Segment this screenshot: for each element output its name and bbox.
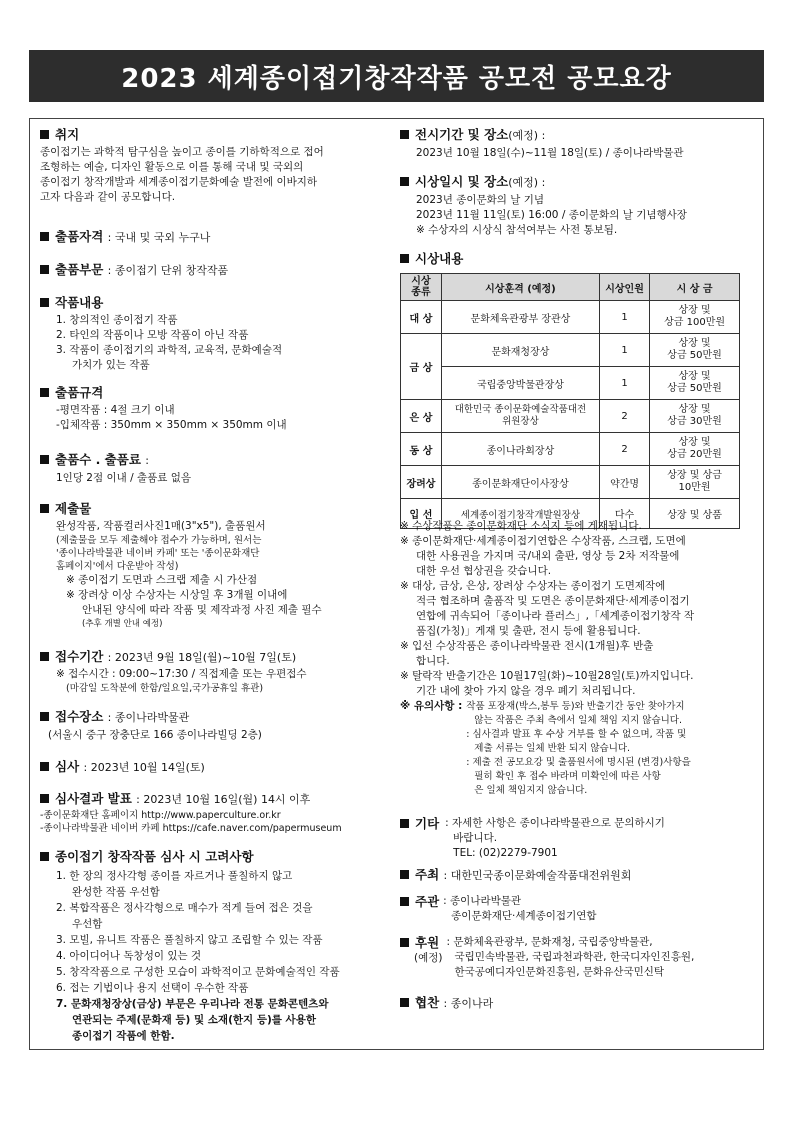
section-value: (예정) :	[508, 129, 546, 142]
caution-line: : 제출 전 공모요강 및 출품원서에 명시된 (변경)사항을	[466, 757, 691, 768]
text-line: 2023년 10월 18일(수)~11월 18일(토) / 종이나라박물관	[416, 147, 684, 159]
link-line: -종이나라박물관 네이버 카페 https://cafe.naver.com/papermuseum	[40, 823, 342, 834]
bullet-square-icon	[400, 938, 409, 947]
section-category	[40, 262, 228, 279]
award-count: 2	[599, 400, 649, 433]
section-heading: 종이접기 창작작품 심사 시 고려사항	[55, 849, 254, 864]
section-awards	[400, 251, 740, 529]
award-prize: 상장 및 상금 20만원	[650, 433, 740, 466]
text-line: 종이접기는 과학적 탐구심을 높이고 종이를 기하학적으로 접어	[40, 146, 324, 158]
bullet-square-icon	[40, 712, 49, 721]
text-line: 1. 창의적인 종이접기 작품	[56, 314, 178, 326]
table-row	[401, 301, 740, 334]
section-support	[400, 995, 493, 1012]
table-row	[401, 334, 740, 367]
bullet-square-icon	[40, 130, 49, 139]
table-row	[401, 367, 740, 400]
link-line: -종이문화재단 홈페이지 http://www.paperculture.or.kr	[40, 810, 281, 821]
bullet-square-icon	[40, 455, 49, 464]
section-eligibility	[40, 229, 210, 246]
text-line: 종이접기 작품에 한함.	[72, 1030, 175, 1042]
text-line: 7. 문화재청장상(금상) 부문은 우리나라 전통 문화콘텐츠와	[56, 998, 329, 1010]
section-ceremony	[400, 174, 687, 238]
award-title: 종이문화재단이사장상	[441, 466, 599, 499]
section-spec	[40, 385, 287, 433]
bullet-square-icon	[40, 794, 49, 803]
bullet-square-icon	[40, 265, 49, 274]
award-title: 세계종이접기창작개발원장상	[441, 499, 599, 529]
award-title: 대한민국 종이문화예술작품대전 위원장상	[441, 400, 599, 433]
text-line: : 문화체육관광부, 문화재청, 국립중앙박물관,	[446, 936, 653, 948]
text-line: 종이문화재단·세계종이접기연합	[451, 910, 597, 922]
section-value: : 2023년 9월 18일(월)~10월 7일(토)	[107, 651, 297, 664]
award-category: 은 상	[401, 400, 442, 433]
section-value: : 국내 및 국외 누구나	[107, 231, 211, 244]
section-heading: 시상일시 및 장소	[415, 174, 509, 189]
section-value: : 종이접기 단위 창작작품	[107, 264, 229, 277]
bullet-square-icon	[400, 130, 409, 139]
text-line: 가치가 있는 작품	[72, 359, 150, 371]
bullet-square-icon	[40, 298, 49, 307]
award-prize: 상장 및 상금 50만원	[650, 367, 740, 400]
award-count: 2	[599, 433, 649, 466]
section-purpose	[40, 127, 324, 205]
section-heading: 주관	[415, 894, 440, 909]
text-line: -입체작품 : 350mm × 350mm × 350mm 이내	[56, 419, 287, 431]
award-count: 약간명	[599, 466, 649, 499]
text-line: '종이나라박물관 네이버 카페' 또는 '종이문화재단	[56, 548, 260, 559]
text-line: 고자 다음과 같이 공모합니다.	[40, 191, 176, 203]
section-value: : 2023년 10월 16일(월) 14시 이후	[136, 793, 311, 806]
text-line: 2023년 11월 11일(토) 16:00 / 종이문화의 날 기념행사장	[416, 209, 687, 221]
note-line: 대한 우선 협상권을 갖습니다.	[416, 565, 552, 577]
section-criteria	[40, 849, 340, 1044]
note-line: 적극 협조하며 출품작 및 도면은 종이문화재단·세계종이접기	[416, 595, 690, 607]
section-exhibit	[400, 127, 684, 161]
award-prize: 상장 및 상금 100만원	[650, 301, 740, 334]
note-line: 기간 내에 찾아 가지 않을 경우 폐기 처리됩니다.	[416, 685, 636, 697]
section-heading: 출품수 . 출품료	[55, 452, 141, 467]
text-line: (제출물을 모두 제출해야 접수가 가능하며, 원서는	[56, 535, 262, 546]
bullet-square-icon	[40, 504, 49, 513]
bullet-square-icon	[400, 897, 409, 906]
section-heading: 기타	[415, 816, 440, 831]
table-row	[401, 400, 740, 433]
bullet-square-icon	[400, 819, 409, 828]
text-line: 한국공예디자인문화진흥원, 문화유산국민신탁	[454, 966, 665, 978]
note-line: ※ 장려상 이상 수상자는 시상일 후 3개월 이내에	[66, 589, 288, 601]
text-line: 4. 아이디어나 독창성이 있는 것	[56, 950, 202, 962]
section-judge	[40, 759, 205, 776]
section-heading: 후원	[415, 935, 440, 950]
text-line: (추후 개별 안내 예정)	[82, 619, 163, 629]
award-title: 종이나라회장상	[441, 433, 599, 466]
text-line: (마감일 도착분에 한함/일요일,국가공휴일 휴관)	[66, 683, 264, 694]
note-line: ※ 접수시간 : 09:00~17:30 / 직접제출 또는 우편접수	[56, 668, 307, 680]
text-line: 3. 모빌, 유니트 작품은 풀칠하지 않고 조립할 수 있는 작품	[56, 934, 323, 946]
section-result	[40, 791, 342, 835]
award-title: 문화재청장상	[441, 334, 599, 367]
section-heading: 주최	[415, 867, 440, 882]
caution-label: ※ 유의사항 :	[400, 700, 463, 712]
section-sponsor	[400, 935, 694, 980]
award-title: 국립중앙박물관장상	[441, 367, 599, 400]
award-count: 1	[599, 367, 649, 400]
text-line: -평면작품 : 4절 크기 이내	[56, 404, 175, 416]
bullet-square-icon	[40, 762, 49, 771]
text-line: 6. 접는 기법이나 용지 선택이 우수한 작품	[56, 982, 249, 994]
caution-line: 은 일체 책임지지 않습니다.	[474, 785, 588, 796]
caution-line: 않는 작품은 주최 측에서 일체 책임 지지 않습니다.	[474, 715, 682, 726]
section-etc	[400, 816, 665, 861]
text-line: 1. 한 장의 정사각형 종이를 자르거나 풀칠하지 않고	[56, 870, 293, 882]
text-line: 2. 복합작품은 정사각형으로 매수가 적게 들여 접은 것을	[56, 902, 313, 914]
section-heading: 심사	[55, 759, 80, 774]
awards-table	[400, 273, 740, 529]
section-heading: 작품내용	[55, 295, 104, 310]
award-prize: 상장 및 상금 30만원	[650, 400, 740, 433]
text-line: 바랍니다.	[453, 832, 498, 844]
award-count: 1	[599, 301, 649, 334]
section-note: (예정)	[414, 952, 443, 964]
award-category: 대 상	[401, 301, 442, 334]
section-organizer	[400, 894, 597, 924]
text-line: 우선함	[72, 918, 103, 930]
award-count: 1	[599, 334, 649, 367]
caution-line: 필히 확인 후 접수 바라며 미확인에 따른 사항	[474, 771, 661, 782]
bullet-square-icon	[400, 998, 409, 1007]
column-header: 시상 종류	[401, 274, 442, 301]
section-place	[40, 709, 262, 743]
column-header: 시상인원	[599, 274, 649, 301]
award-category: 동 상	[401, 433, 442, 466]
section-heading: 출품규격	[55, 385, 104, 400]
text-line: 조형하는 예술, 디자인 활동으로 이를 통해 국내 및 국외의	[40, 161, 304, 173]
note-line: ※ 종이접기 도면과 스크랩 제출 시 가산점	[66, 574, 258, 586]
bullet-square-icon	[40, 388, 49, 397]
document-frame	[29, 118, 764, 1050]
section-value: : 2023년 10월 14일(토)	[83, 761, 205, 774]
award-prize: 상장 및 상품	[650, 499, 740, 529]
note-line: ※ 탈락작 반출기간은 10월17일(화)~10월28일(토)까지입니다.	[400, 670, 694, 682]
award-title: 문화체육관광부 장관상	[441, 301, 599, 334]
section-heading: 취지	[55, 127, 80, 142]
text-line: 1인당 2점 이내 / 출품료 없음	[56, 472, 192, 484]
section-heading: 출품자격	[55, 229, 104, 244]
section-value: : 종이나라박물관	[107, 711, 190, 724]
note-line: 합니다.	[416, 655, 450, 667]
note-line: ※ 수상자의 시상식 참석여부는 사전 통보됨.	[416, 224, 618, 236]
text-line: 홈페이지'에서 다운받아 작성)	[56, 561, 179, 572]
section-heading: 전시기간 및 장소	[415, 127, 509, 142]
text-line: 완성작품, 작품컬러사진1매(3"x5"), 출품원서	[56, 520, 266, 532]
award-notes	[400, 519, 755, 798]
table-row	[401, 433, 740, 466]
caution-line: 작품 포장재(박스,봉투 등)와 반출기간 동안 찾아가지	[466, 701, 685, 712]
note-line: ※ 입선 수상작품은 종이나라박물관 전시(1개월)후 반출	[400, 640, 654, 652]
text-line: 종이접기 창작개발과 세계종이접기문화예술 발전에 이바지하	[40, 176, 318, 188]
text-line: 국립민속박물관, 국립과천과학관, 한국디자인진흥원,	[454, 951, 695, 963]
section-heading: 제출물	[55, 501, 92, 516]
note-line: ※ 대상, 금상, 은상, 장려상 수상자는 종이접기 도면제작에	[400, 580, 666, 592]
section-heading: 심사결과 발표	[55, 791, 132, 806]
column-header: 시상훈격 (예정)	[441, 274, 599, 301]
award-category: 입 선	[401, 499, 442, 529]
section-submit	[40, 501, 322, 630]
text-line: 2. 타인의 작품이나 모방 작품이 아닌 작품	[56, 329, 249, 341]
text-line: 완성한 작품 우선함	[72, 886, 160, 898]
note-line: 대한 사용권을 가지며 국/내외 출판, 영상 등 2차 저작물에	[416, 550, 680, 562]
section-heading: 시상내용	[415, 251, 464, 266]
note-line: ※ 수상작품은 종이문화재단 소식지 등에 게재됩니다.	[400, 520, 642, 532]
text-line: (서울시 중구 장충단로 166 종이나라빌딩 2층)	[48, 729, 262, 741]
award-category: 장려상	[401, 466, 442, 499]
bullet-square-icon	[40, 232, 49, 241]
section-value: (예정) :	[508, 176, 546, 189]
award-count: 다수	[599, 499, 649, 529]
section-value: :	[145, 454, 149, 467]
note-line: ※ 종이문화재단·세계종이접기연합은 수상작품, 스크랩, 도면에	[400, 535, 686, 547]
section-value: : 대한민국종이문화예술작품대전위원회	[443, 869, 632, 882]
caution-block	[400, 699, 755, 798]
bullet-square-icon	[40, 852, 49, 861]
award-category: 금 상	[401, 334, 442, 400]
page-title: 2023 세계종이접기창작작품 공모전 공모요강	[29, 50, 764, 102]
note-line: 연합에 귀속되어「종이나라 플러스」,「세계종이접기창작 작	[416, 610, 695, 622]
bullet-square-icon	[400, 870, 409, 879]
award-prize: 상장 및 상금 10만원	[650, 466, 740, 499]
text-line: 연관되는 주제(문화재 등) 및 소재(한지 등)를 사용한	[72, 1014, 316, 1026]
column-header: 시 상 금	[650, 274, 740, 301]
note-line: 품집(가칭)」게재 및 출판, 전시 등에 활용됩니다.	[416, 625, 641, 637]
table-row	[401, 466, 740, 499]
note-line: 안내된 양식에 따라 작품 및 제작과정 사진 제출 필수	[82, 604, 322, 616]
phone-number: TEL: (02)2279-7901	[453, 847, 558, 859]
section-heading: 접수기간	[55, 649, 104, 664]
text-line: 2023년 종이문화의 날 기념	[416, 194, 545, 206]
caution-line: : 심사결과 발표 후 수상 거부를 할 수 없으며, 작품 및	[466, 729, 687, 740]
section-period	[40, 649, 307, 695]
caution-line: 제출 서류는 일체 반환 되지 않습니다.	[474, 743, 631, 754]
section-value: : 종이나라	[443, 997, 494, 1010]
section-count	[40, 452, 191, 486]
text-line: : 종이나라박물관	[443, 895, 522, 907]
text-line: 3. 작품이 종이접기의 과학적, 교육적, 문화예술적	[56, 344, 283, 356]
award-prize: 상장 및 상금 50만원	[650, 334, 740, 367]
bullet-square-icon	[40, 652, 49, 661]
section-content	[40, 295, 282, 373]
section-host	[400, 867, 631, 884]
section-heading: 협찬	[415, 995, 440, 1010]
table-header-row	[401, 274, 740, 301]
section-heading: 접수장소	[55, 709, 104, 724]
section-heading: 출품부문	[55, 262, 104, 277]
bullet-square-icon	[400, 177, 409, 186]
text-line: : 자세한 사항은 종이나라박물관으로 문의하시기	[445, 817, 665, 829]
bullet-square-icon	[400, 254, 409, 263]
text-line: 5. 창작작품으로 구성한 모습이 과학적이고 문화예술적인 작품	[56, 966, 340, 978]
